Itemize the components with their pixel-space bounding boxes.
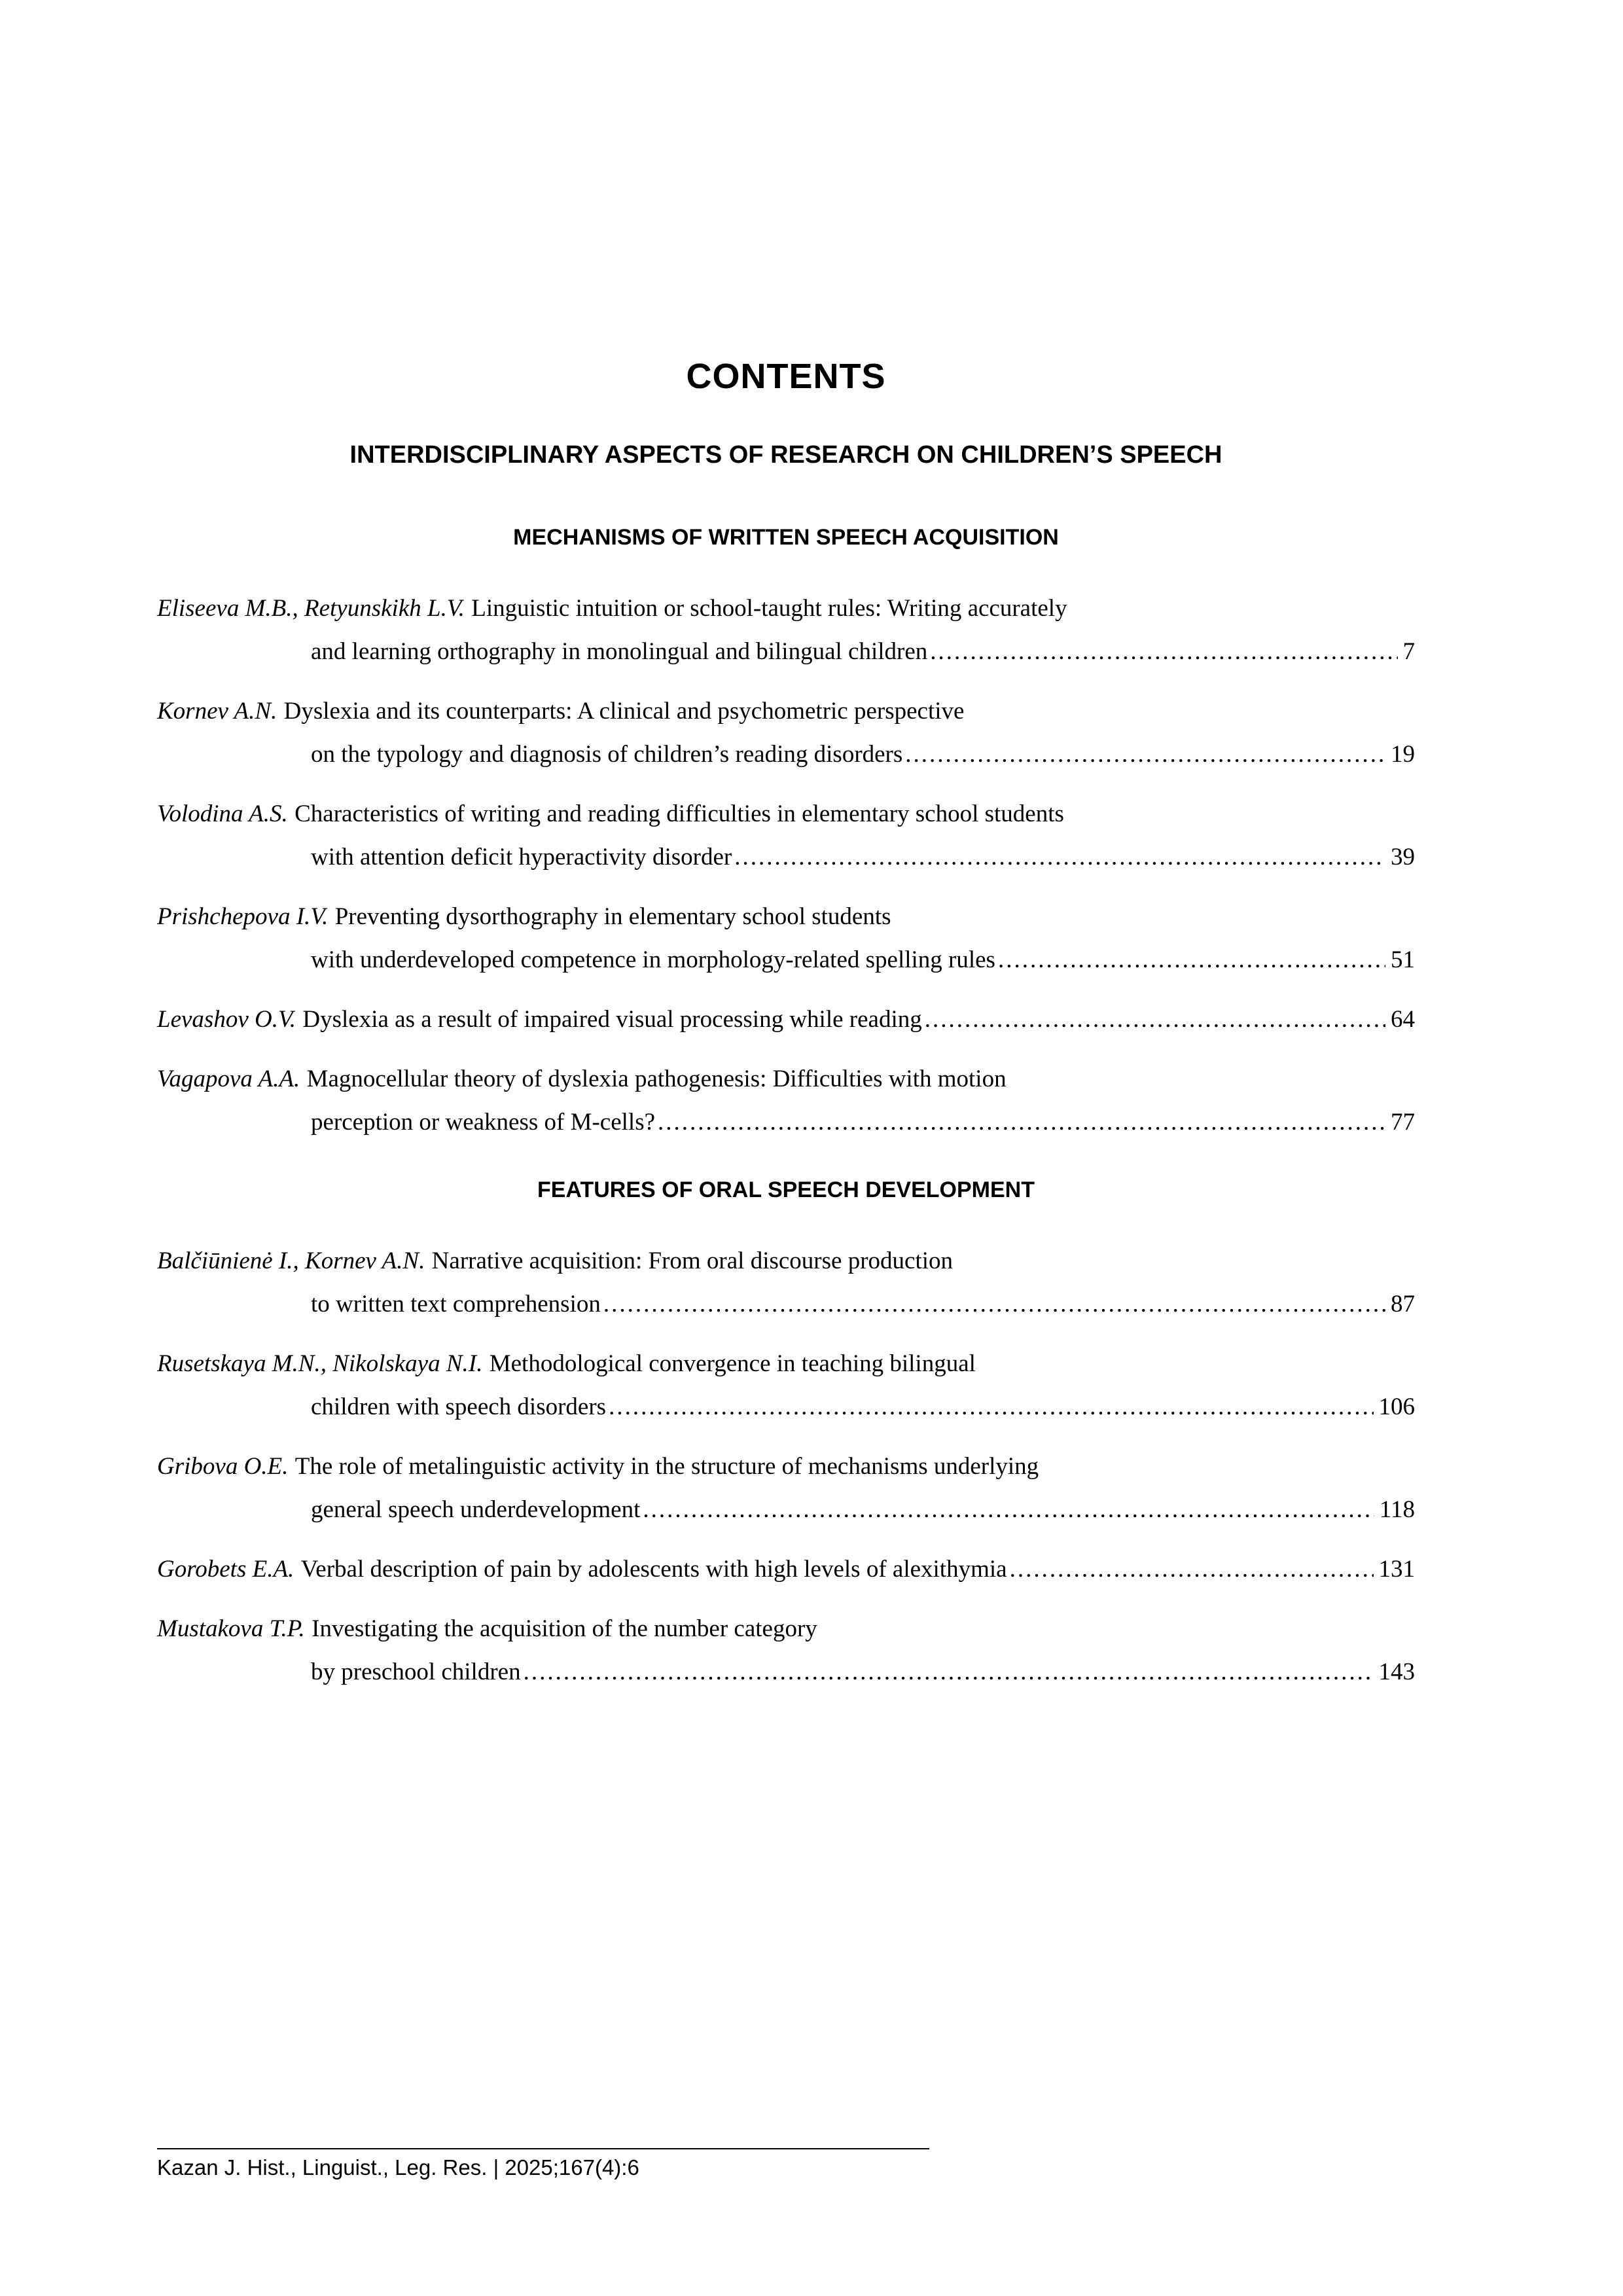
dot-leader (524, 1651, 1374, 1694)
content-column (157, 0, 1415, 1694)
main-section-heading: INTERDISCIPLINARY ASPECTS OF RESEARCH ON CHILDREN’S SPEECH (349, 441, 1222, 469)
toc-entry-title: Linguistic intuition or school-taught rules: Writing accurately (471, 595, 1067, 622)
toc-entry (157, 1607, 1415, 1694)
toc-entry-title-continuation: with attention deficit hyperactivity disorder (311, 844, 732, 870)
toc-entry-first-line (157, 895, 1415, 939)
toc-page-number: 51 (1391, 946, 1415, 973)
dot-leader (1010, 1548, 1374, 1591)
toc-entry-title: Methodological convergence in teaching bilingual (489, 1350, 976, 1377)
toc-entry-title-continuation: by preschool children (311, 1659, 521, 1685)
toc-entry (157, 690, 1415, 776)
subsection-heading-oral-speech: FEATURES OF ORAL SPEECH DEVELOPMENT (537, 1177, 1035, 1202)
toc-entry (157, 587, 1415, 673)
toc-entry-title-continuation: perception or weakness of M-cells? (311, 1109, 656, 1136)
toc-entry-authors: Levashov O.V. (157, 1006, 296, 1033)
toc-entry-last-line (157, 939, 1415, 982)
toc-entry-authors: Volodina A.S. (157, 800, 288, 827)
toc-page-number: 106 (1378, 1393, 1415, 1420)
dot-leader (930, 630, 1397, 673)
toc-entry-first-line (157, 1058, 1415, 1101)
toc-entry-last-line (157, 733, 1415, 776)
toc-entry-title: Verbal description of pain by adolescents with high levels of alexithymia (300, 1556, 1007, 1583)
dot-leader (658, 1101, 1385, 1144)
toc-page-number: 118 (1379, 1496, 1415, 1523)
toc-entry (157, 1240, 1415, 1326)
page-footer (157, 2148, 929, 2181)
toc-entry-authors: Vagapova A.A. (157, 1066, 300, 1092)
toc-entry (157, 793, 1415, 879)
toc-entry-first-line (157, 1240, 1415, 1283)
toc-entry-last-line (157, 836, 1415, 879)
toc-entry-authors: Gribova O.E. (157, 1453, 289, 1480)
toc-entry-first-line (157, 1342, 1415, 1386)
toc-page-number: 77 (1391, 1109, 1415, 1136)
toc-entry-title-continuation: and learning orthography in monolingual and bilingual children (311, 638, 928, 665)
toc-entry-title-continuation: with underdeveloped competence in morphology-related spelling rules (311, 946, 995, 973)
toc-entry-authors: Kornev A.N. (157, 698, 277, 725)
toc-entry-authors: Eliseeva M.B., Retyunskikh L.V. (157, 595, 465, 622)
toc-entry (157, 1548, 1415, 1591)
toc-entry-first-line (157, 1607, 1415, 1651)
toc-entry-last-line (157, 1101, 1415, 1144)
toc-entry-title: Dyslexia as a result of impaired visual processing while reading (302, 1006, 922, 1033)
toc-page-number: 64 (1391, 1006, 1415, 1033)
dot-leader (603, 1283, 1385, 1326)
toc-page-number: 143 (1378, 1659, 1415, 1685)
page-title: CONTENTS (686, 357, 886, 396)
toc-entry-line (157, 1548, 1415, 1591)
dot-leader (609, 1386, 1373, 1429)
toc-entry-title: The role of metalinguistic activity in the structure of mechanisms underlying (294, 1453, 1039, 1480)
toc-entry (157, 998, 1415, 1041)
toc-entry-first-line (157, 690, 1415, 733)
toc-entry-first-line (157, 793, 1415, 836)
toc-entry-first-line (157, 1445, 1415, 1488)
toc-entry-last-line (157, 1386, 1415, 1429)
subsection-heading-written-speech: MECHANISMS OF WRITTEN SPEECH ACQUISITION (513, 525, 1059, 550)
toc-entry-last-line (157, 630, 1415, 673)
toc-entry-first-line (157, 587, 1415, 630)
toc-entry-authors: Rusetskaya M.N., Nikolskaya N.I. (157, 1350, 483, 1377)
toc-page-number: 131 (1378, 1556, 1415, 1583)
toc-entry-title: Characteristics of writing and reading difficulties in elementary school students (294, 800, 1064, 827)
toc-entry-title: Preventing dysorthography in elementary school students (334, 903, 891, 930)
toc-entry-title: Narrative acquisition: From oral discourse production (431, 1247, 954, 1274)
toc-entry-authors: Balčiūnienė I., Kornev A.N. (157, 1247, 425, 1274)
toc-entry-authors: Mustakova T.P. (157, 1615, 305, 1642)
toc-entry-title-continuation: children with speech disorders (311, 1393, 607, 1420)
toc-entry-authors: Gorobets E.A. (157, 1556, 294, 1583)
toc-entry-title-continuation: on the typology and diagnosis of children’s reading disorders (311, 741, 903, 768)
toc-entry-title-continuation: to written text comprehension (311, 1291, 601, 1318)
toc-entry (157, 895, 1415, 982)
toc-entry (157, 1058, 1415, 1144)
toc-page-number: 7 (1402, 638, 1415, 665)
dot-leader (905, 733, 1385, 776)
toc-entry-last-line (157, 1283, 1415, 1326)
toc-entry-title-continuation: general speech underdevelopment (311, 1496, 641, 1523)
dot-leader (925, 998, 1385, 1041)
toc-entry-last-line (157, 1488, 1415, 1532)
toc-entry-title: Magnocellular theory of dyslexia pathogenesis: Difficulties with motion (306, 1066, 1007, 1092)
footer-journal-citation: Kazan J. Hist., Linguist., Leg. Res. | 2025;167(4):6 (157, 2155, 639, 2179)
toc-entry-title: Dyslexia and its counterparts: A clinical and psychometric perspective (283, 698, 965, 725)
toc-page-number: 87 (1391, 1291, 1415, 1318)
dot-leader (734, 836, 1385, 879)
toc-entry-line (157, 998, 1415, 1041)
toc-page-number: 39 (1391, 844, 1415, 870)
toc-entry-last-line (157, 1651, 1415, 1694)
dot-leader (998, 939, 1385, 982)
toc-entry (157, 1342, 1415, 1429)
toc-entry (157, 1445, 1415, 1532)
toc-page-number: 19 (1391, 741, 1415, 768)
toc-entry-title: Investigating the acquisition of the number category (312, 1615, 817, 1642)
dot-leader (643, 1488, 1374, 1532)
toc-entry-authors: Prishchepova I.V. (157, 903, 329, 930)
